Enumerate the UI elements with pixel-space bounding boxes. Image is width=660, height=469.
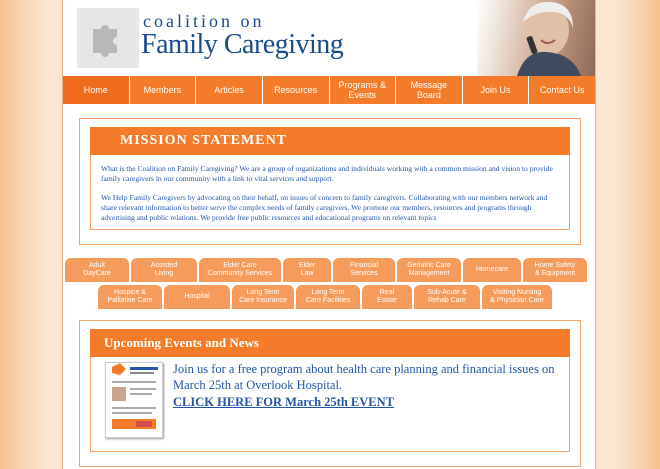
- logo[interactable]: [77, 8, 139, 68]
- tab-long-term-care-insurance[interactable]: Long Term Care Insurance: [231, 284, 295, 310]
- mission-paragraph-2: We Help Family Caregivers by advocating on their behalf, on issues of concern to family caregivers. Collaborating with our members network and share relevant information to better serve the complex needs of family caregivers. We promote our members, resources and programs through advertising and public relations. We provide free public resources and educational programs on relevant topics: [101, 193, 548, 222]
- brand-tagline: coalition on: [143, 11, 265, 31]
- site-header: [63, 0, 595, 76]
- tab-hospital[interactable]: Hospital: [163, 284, 231, 310]
- tab-visiting-nursing-physician-care[interactable]: Visiting Nursing & Physician Care: [481, 284, 553, 310]
- nav-programs-events[interactable]: Programs & Events: [330, 76, 397, 104]
- event-link[interactable]: CLICK HERE FOR March 25th EVENT: [173, 395, 394, 409]
- nav-home[interactable]: Home: [63, 76, 130, 104]
- tab-elder-law[interactable]: Elder Law: [282, 257, 332, 283]
- nav-join-us[interactable]: Join Us: [463, 76, 530, 104]
- tab-financial-services[interactable]: Financial Services: [332, 257, 396, 283]
- mission-panel: [79, 118, 581, 245]
- nav-articles[interactable]: Articles: [196, 76, 263, 104]
- tab-long-term-care-facilities[interactable]: Long Term Care Facilities: [295, 284, 361, 310]
- header-photo: [477, 0, 595, 76]
- event-description: Join us for a free program about health care planning and financial issues on March 25th at Overlook Hospital.: [173, 362, 555, 392]
- tab-homecare[interactable]: Homecare: [462, 257, 522, 283]
- tab-sub-acute-rehab-care[interactable]: Sub-Acute & Rehab Care: [413, 284, 481, 310]
- main-nav: [63, 76, 595, 104]
- events-body: [90, 357, 570, 452]
- mission-body: [90, 155, 570, 230]
- tab-adult-daycare[interactable]: Adult DayCare: [64, 257, 130, 283]
- event-flyer-thumbnail[interactable]: [105, 362, 163, 438]
- nav-contact-us[interactable]: Contact Us: [539, 85, 585, 95]
- mission-title: MISSION STATEMENT: [90, 127, 570, 155]
- nav-resources[interactable]: Resources: [263, 76, 330, 104]
- mission-paragraph-1: What is the Coalition on Family Caregiving? We are a group of organizations and individuals working with a common mission and vision to provide family caregivers in our community with a link to vital services and support.: [101, 164, 553, 183]
- puzzle-piece-icon: [87, 19, 127, 59]
- category-tabs-row-1: [64, 257, 588, 283]
- tab-home-safety-equipment[interactable]: Home Safety & Equipment: [522, 257, 588, 283]
- tab-elder-care-community-services[interactable]: Elder Care Community Services: [198, 257, 282, 283]
- tab-assisted-living[interactable]: Assisted Living: [130, 257, 198, 283]
- page: [62, 0, 596, 469]
- tab-geriatric-care-management[interactable]: Geriatric Care Management: [396, 257, 462, 283]
- tab-real-estate[interactable]: Real Estate: [361, 284, 413, 310]
- nav-message-board[interactable]: Message Board: [396, 76, 463, 104]
- category-tabs-row-2: [97, 284, 553, 310]
- events-panel: [79, 320, 581, 467]
- brand-name: Family Caregiving: [141, 29, 344, 60]
- events-title: Upcoming Events and News: [90, 329, 570, 357]
- tab-hospice-palliative-care[interactable]: Hospice & Palliative Care: [97, 284, 163, 310]
- nav-members[interactable]: Members: [130, 76, 197, 104]
